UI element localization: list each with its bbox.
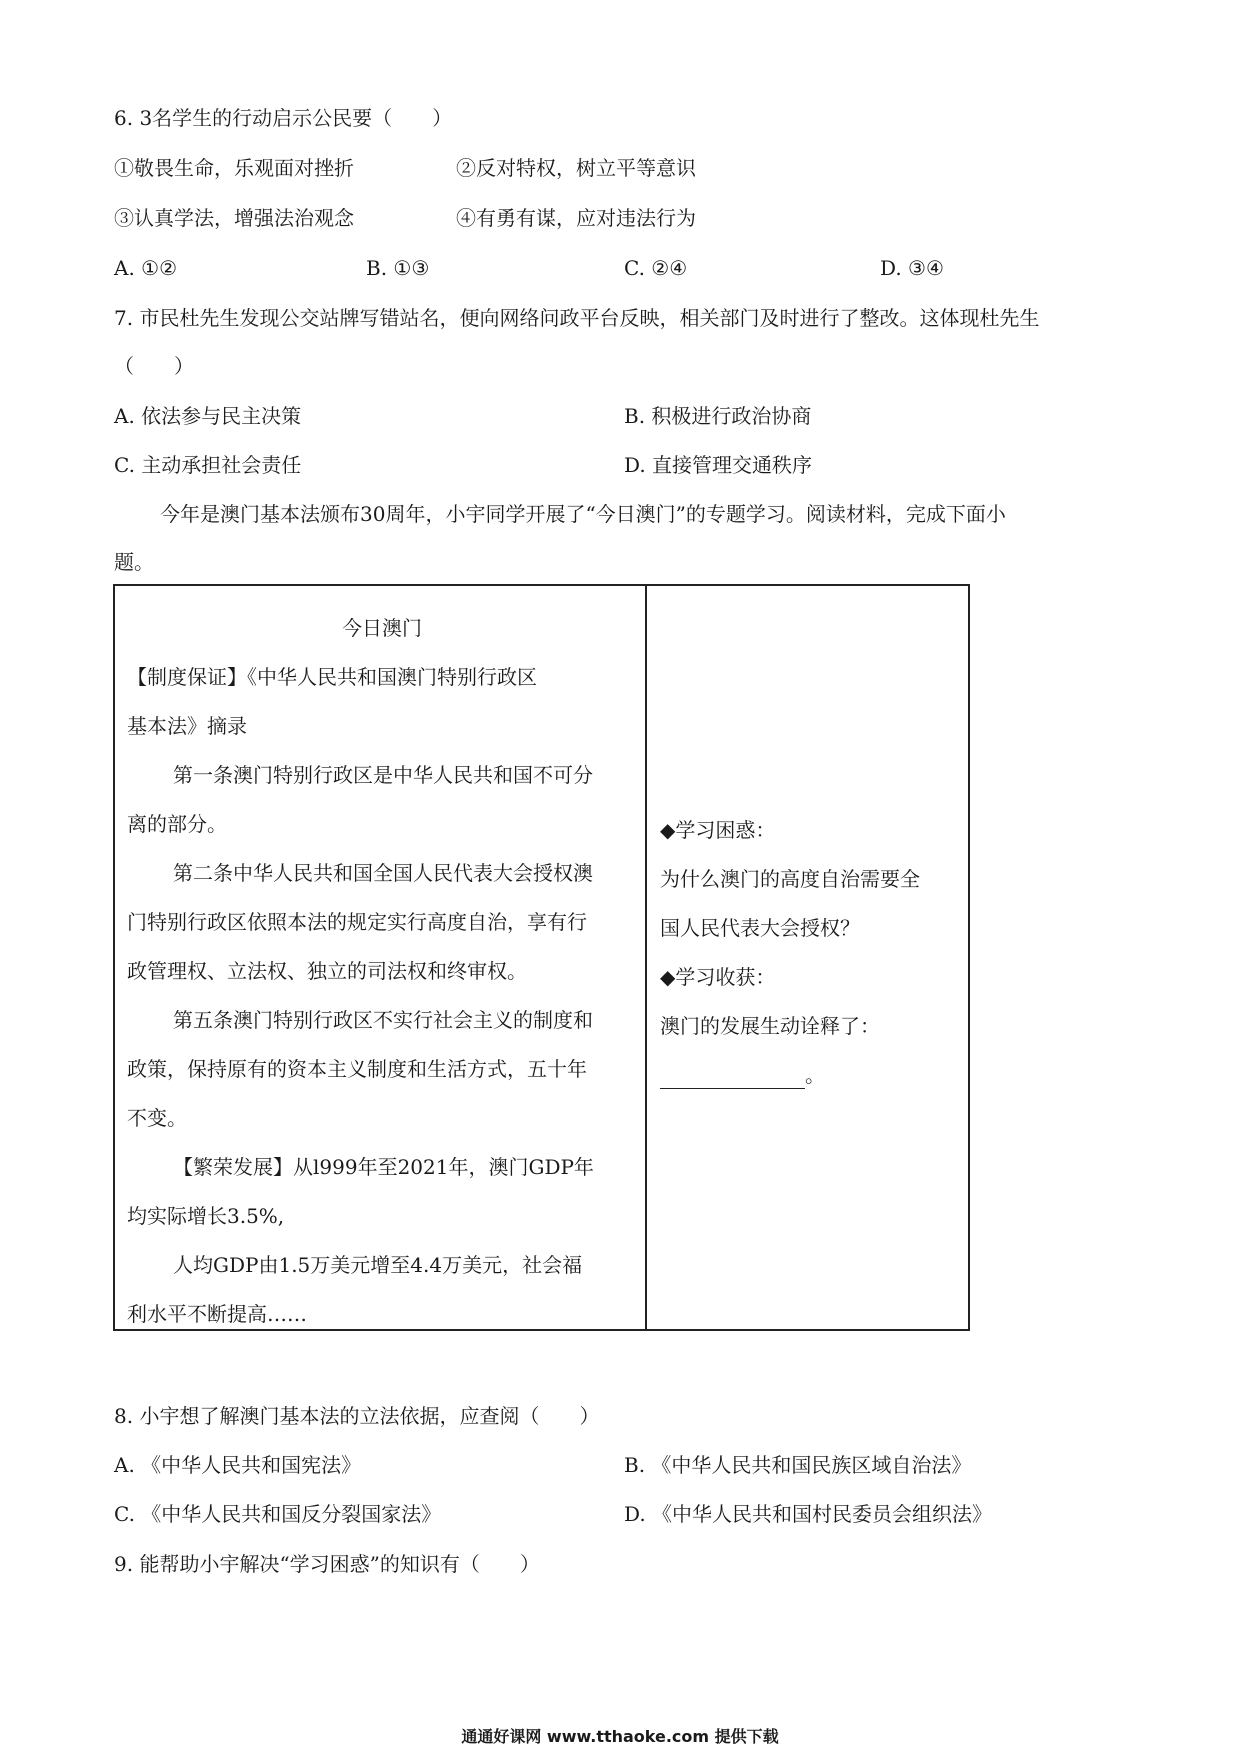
blank-period: 。 [805, 1063, 825, 1087]
table-line: 政管理权、立法权、独立的司法权和终审权。 [127, 959, 527, 983]
q6-option-c: C. ②④ [624, 256, 688, 280]
table-divider [645, 586, 647, 1329]
blank-line [660, 1066, 805, 1089]
q6-item-1: ①敬畏生命，乐观面对挫折 [114, 156, 354, 180]
table-line: 政策，保持原有的资本主义制度和生活方式，五十年 [127, 1057, 587, 1081]
q7-option-a: A. 依法参与民主决策 [114, 404, 302, 428]
q7-option-c: C. 主动承担社会责任 [114, 453, 302, 477]
table-line: 不变。 [127, 1106, 187, 1130]
q9-stem: 9. 能帮助小宇解决“学习困惑”的知识有（ ） [114, 1552, 540, 1576]
table-line: 第五条澳门特别行政区不实行社会主义的制度和 [173, 1008, 593, 1032]
q8-stem: 8. 小宇想了解澳门基本法的立法依据，应查阅（ ） [114, 1404, 600, 1428]
table-line: 均实际增长3.5%, [127, 1204, 285, 1228]
puzzle-heading: ◆学习困惑： [660, 818, 776, 842]
q6-option-d: D. ③④ [880, 256, 944, 280]
table-line: 第一条澳门特别行政区是中华人民共和国不可分 [173, 763, 593, 787]
q8-option-a: A. 《中华人民共和国宪法》 [114, 1453, 362, 1477]
q8-option-c: C. 《中华人民共和国反分裂国家法》 [114, 1502, 442, 1526]
q6-item-3: ③认真学法，增强法治观念 [114, 206, 354, 230]
q6-option-a: A. ①② [114, 256, 178, 280]
table-line: 第二条中华人民共和国全国人民代表大会授权澳 [173, 861, 593, 885]
table-line: 基本法》摘录 [127, 714, 247, 738]
table-line: 利水平不断提高…… [127, 1302, 307, 1326]
q6-item-2: ②反对特权，树立平等意识 [456, 156, 696, 180]
table-line: 人均GDP由1.5万美元增至4.4万美元，社会福 [173, 1253, 583, 1277]
table-line: 【制度保证】《中华人民共和国澳门特别行政区 [127, 665, 537, 689]
gain-heading: ◆学习收获： [660, 965, 776, 989]
material-intro-end: 题。 [114, 550, 154, 574]
q8-option-b: B. 《中华人民共和国民族区域自治法》 [624, 1453, 972, 1477]
q6-item-4: ④有勇有谋，应对违法行为 [456, 206, 696, 230]
q6-stem: 6. 3名学生的行动启示公民要（ ） [114, 106, 453, 130]
gain-text: 澳门的发展生动诠释了： [660, 1014, 880, 1038]
table-title: 今日澳门 [342, 616, 422, 640]
puzzle-text: 国人民代表大会授权？ [660, 916, 860, 940]
q6-option-b: B. ①③ [366, 256, 430, 280]
material-intro: 今年是澳门基本法颁布30周年，小宇同学开展了“今日澳门”的专题学习。阅读材料，完成下面小 [160, 502, 1006, 526]
answer-blank [660, 1061, 825, 1089]
q7-option-d: D. 直接管理交通秩序 [624, 453, 813, 477]
material-table [113, 584, 970, 1331]
puzzle-text: 为什么澳门的高度自治需要全 [660, 867, 920, 891]
q8-option-d: D. 《中华人民共和国村民委员会组织法》 [624, 1502, 993, 1526]
table-line: 离的部分。 [127, 812, 227, 836]
q7-stem-bracket: （ ） [114, 354, 194, 378]
page-footer: 通通好课网 www.tthaoke.com 提供下载 [461, 1727, 779, 1746]
table-line: 【繁荣发展】从l999年至2021年，澳门GDP年 [173, 1155, 594, 1179]
q7-stem: 7. 市民杜先生发现公交站牌写错站名，便向网络问政平台反映，相关部门及时进行了整改。这体现杜先生 [114, 306, 1040, 330]
q7-option-b: B. 积极进行政治协商 [624, 404, 812, 428]
table-line: 门特别行政区依照本法的规定实行高度自治，享有行 [127, 910, 587, 934]
